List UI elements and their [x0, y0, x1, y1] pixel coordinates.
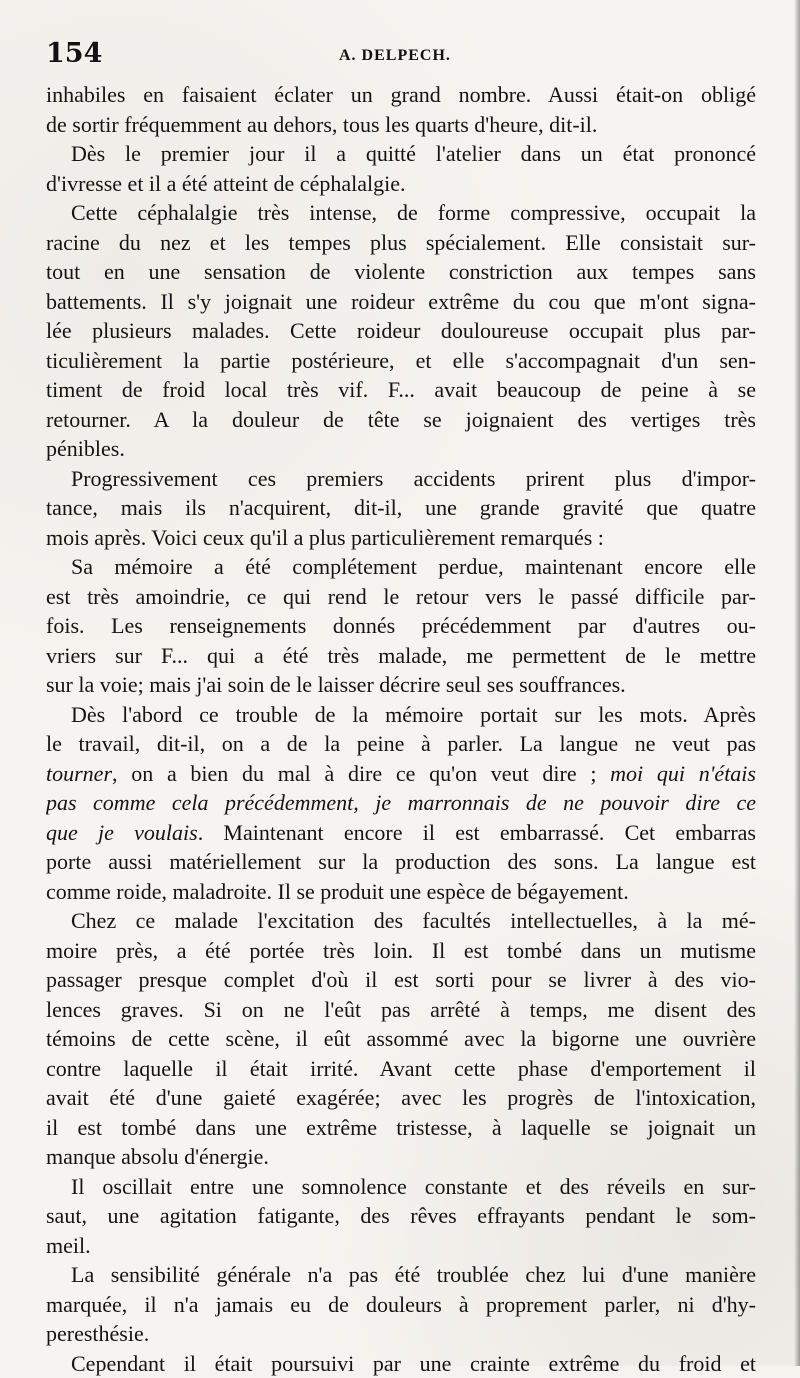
text-line: comme roide, maladroite. Il se produit une espèce de bégayement.: [46, 877, 756, 907]
text-line: avait été d'une gaieté exagérée; avec les progrès de l'intoxication,: [46, 1083, 756, 1113]
page-number: 154: [46, 38, 102, 69]
text-line: Sa mémoire a été complétement perdue, maintenant encore elle: [46, 552, 756, 582]
text-line: timent de froid local très vif. F... avait beaucoup de peine à se: [46, 375, 756, 405]
text-line: Progressivement ces premiers accidents prirent plus d'impor-: [46, 464, 756, 494]
text-line: Cette céphalalgie très intense, de forme compressive, occupait la: [46, 198, 756, 228]
text-line: tout en une sensation de violente constriction aux tempes sans: [46, 257, 756, 287]
italic-phrase: moi qui n'étais: [610, 761, 756, 786]
text-line: racine du nez et les tempes plus spécialement. Elle consistait sur-: [46, 228, 756, 258]
text-line: peresthésie.: [46, 1319, 756, 1349]
text-line: Il oscillait entre une somnolence constante et des réveils en sur-: [46, 1172, 756, 1202]
roman-phrase: . Maintenant encore il est embarrassé. Cet embarras: [198, 820, 756, 845]
paragraph: [46, 906, 756, 1172]
text-line: de sortir fréquemment au dehors, tous les quarts d'heure, dit-il.: [46, 110, 756, 140]
text-line: mois après. Voici ceux qu'il a plus particulièrement remarqués :: [46, 523, 756, 553]
text-line: est très amoindrie, ce qui rend le retour vers le passé difficile par-: [46, 582, 756, 612]
roman-phrase: , on a bien du mal à dire ce qu'on veut dire ;: [112, 761, 610, 786]
paragraph: [46, 700, 756, 907]
paragraph: [46, 80, 756, 139]
text-line: vriers sur F... qui a été très malade, me permettent de le mettre: [46, 641, 756, 671]
running-header: [46, 38, 756, 78]
text-line-mixed: [46, 759, 756, 789]
text-line: le travail, dit-il, on a de la peine à parler. La langue ne veut pas: [46, 729, 756, 759]
text-line: retourner. A la douleur de tête se joignaient des vertiges très: [46, 405, 756, 435]
italic-phrase: tourner: [46, 761, 112, 786]
text-line: saut, une agitation fatigante, des rêves effrayants pendant le som-: [46, 1201, 756, 1231]
text-line: Dès l'abord ce trouble de la mémoire portait sur les mots. Après: [46, 700, 756, 730]
text-line: inhabiles en faisaient éclater un grand nombre. Aussi était-on obligé: [46, 80, 756, 110]
text-line-mixed: [46, 818, 756, 848]
text-line: Dès le premier jour il a quitté l'atelier dans un état prononcé: [46, 139, 756, 169]
text-line: tance, mais ils n'acquirent, dit-il, une grande gravité que quatre: [46, 493, 756, 523]
paragraph: [46, 1172, 756, 1261]
text-line: témoins de cette scène, il eût assommé avec la bigorne une ouvrière: [46, 1024, 756, 1054]
text-line: lée plusieurs malades. Cette roideur douloureuse occupait plus par-: [46, 316, 756, 346]
text-line: lences graves. Si on ne l'eût pas arrêté à temps, me disent des: [46, 995, 756, 1025]
italic-phrase: que je voulais: [46, 820, 198, 845]
text-line: ticulièrement la partie postérieure, et elle s'accompagnait d'un sen-: [46, 346, 756, 376]
text-line: meil.: [46, 1231, 756, 1261]
text-line: battements. Il s'y joignait une roideur extrême du cou que m'ont signa-: [46, 287, 756, 317]
paragraph: [46, 198, 756, 464]
text-line: sur la voie; mais j'ai soin de le laisser décrire seul ses souffrances.: [46, 670, 756, 700]
text-line: La sensibilité générale n'a pas été troublée chez lui d'une manière: [46, 1260, 756, 1290]
text-line: marquée, il n'a jamais eu de douleurs à proprement parler, ni d'hy-: [46, 1290, 756, 1320]
paragraph: [46, 139, 756, 198]
text-line: d'ivresse et il a été atteint de céphalalgie.: [46, 169, 756, 199]
text-line: passager presque complet d'où il est sorti pour se livrer à des vio-: [46, 965, 756, 995]
text-line: fois. Les renseignements donnés précédemment par d'autres ou-: [46, 611, 756, 641]
text-line: Chez ce malade l'excitation des facultés intellectuelles, à la mé-: [46, 906, 756, 936]
text-line: manque absolu d'énergie.: [46, 1142, 756, 1172]
text-line: porte aussi matériellement sur la production des sons. La langue est: [46, 847, 756, 877]
paragraph: [46, 464, 756, 553]
running-title: A. DELPECH.: [339, 47, 451, 65]
text-line: Cependant il était poursuivi par une crainte extrême du froid et: [46, 1349, 756, 1378]
body-text: [46, 80, 756, 1378]
text-line: il est tombé dans une extrême tristesse, à laquelle se joignait un: [46, 1113, 756, 1143]
text-line: pénibles.: [46, 434, 756, 464]
paragraph: [46, 1260, 756, 1349]
text-line: moire près, a été portée très loin. Il est tombé dans un mutisme: [46, 936, 756, 966]
paragraph: [46, 552, 756, 700]
paragraph: [46, 1349, 756, 1378]
text-line-italic: pas comme cela précédemment, je marronnais de ne pouvoir dire ce: [46, 788, 756, 818]
text-line: contre laquelle il était irrité. Avant cette phase d'emportement il: [46, 1054, 756, 1084]
